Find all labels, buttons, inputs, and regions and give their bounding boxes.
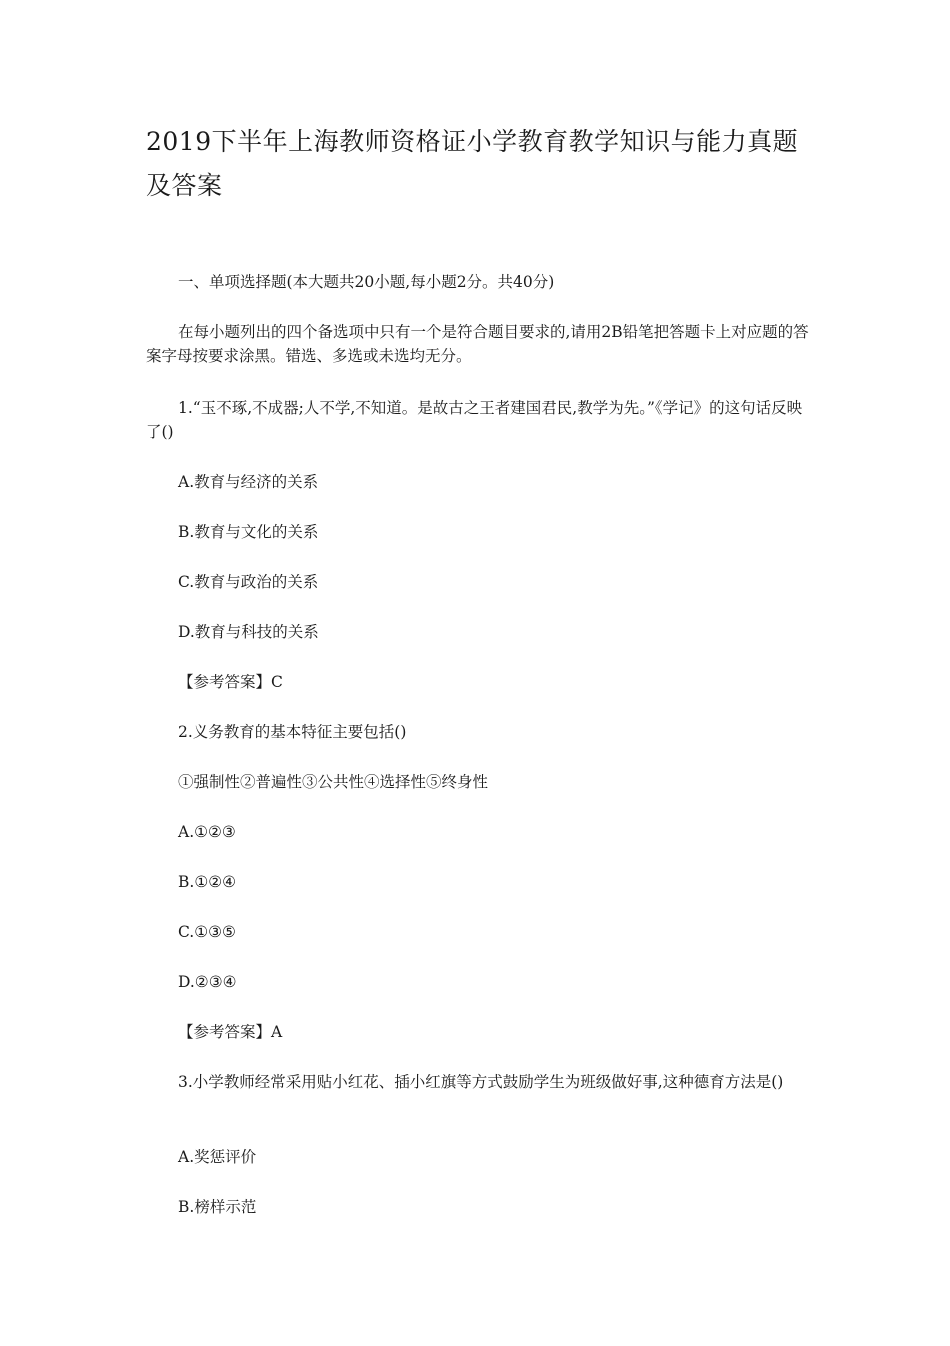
section-heading: 一、单项选择题(本大题共20小题,每小题2分。共40分) <box>178 273 555 291</box>
question-2-option-c: C.①③⑤ <box>178 923 236 941</box>
question-3-option-b: B.榜样示范 <box>178 1198 257 1216</box>
document-title: 2019下半年上海教师资格证小学教育教学知识与能力真题及答案 <box>146 127 799 200</box>
question-1-option-a: A.教育与经济的关系 <box>178 473 319 491</box>
instructions-paragraph: 在每小题列出的四个备选项中只有一个是符合题目要求的,请用2B铅笔把答题卡上对应题的答案字母按要求涂黑。错选、多选或未选均无分。 <box>146 323 809 365</box>
question-3-stem: 3.小学教师经常采用贴小红花、插小红旗等方式鼓励学生为班级做好事,这种德育方法是() <box>178 1073 784 1091</box>
question-3-option-a: A.奖惩评价 <box>178 1148 257 1166</box>
question-1-option-b: B.教育与文化的关系 <box>178 523 319 541</box>
question-2-option-b: B.①②④ <box>178 873 237 891</box>
question-2-items: ①强制性②普遍性③公共性④选择性⑤终身性 <box>178 773 489 791</box>
question-2-option-a: A.①②③ <box>178 823 236 841</box>
question-2-option-d: D.②③④ <box>178 973 237 991</box>
question-1-option-d: D.教育与科技的关系 <box>178 623 319 641</box>
question-1-answer: 【参考答案】C <box>178 673 283 691</box>
question-2-stem: 2.义务教育的基本特征主要包括() <box>178 723 407 741</box>
question-1-stem: 1.“玉不琢,不成器;人不学,不知道。是故古之王者建国君民,教学为先。”《学记》的这句话反映了() <box>146 399 803 441</box>
question-1-option-c: C.教育与政治的关系 <box>178 573 319 591</box>
question-2-answer: 【参考答案】A <box>178 1023 283 1041</box>
